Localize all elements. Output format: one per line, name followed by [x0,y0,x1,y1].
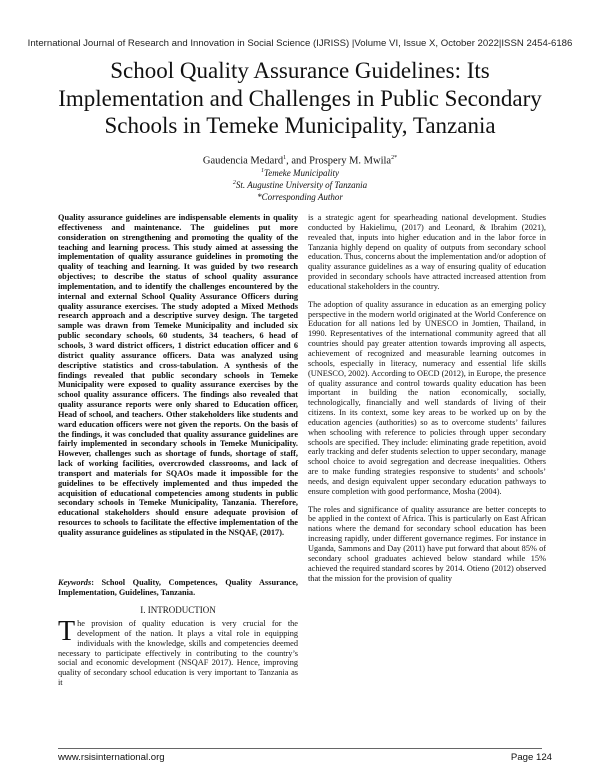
paper-title: School Quality Assurance Guidelines: Its Implementation and Challenges in Public Secondary Schools in Temeke Municipality, Tanzania [58,58,542,138]
author-1-sup: 1 [283,155,287,161]
keywords [58,578,298,598]
right-paragraph-3: The roles and significance of quality assurance are better concepts to be applied in the context of Africa. This is particularly on East African nations where the demand for secondary school education has been increasing rapidly, under different governance regimes. For instance in Uganda, Sammons and Day (2011) have put forward that about 85% of secondary school graduates achieved below standard while 15% achieved the required standard scores by 2014. Otieno (2012) observed that the mission for the provision of quality [308,504,546,583]
author-line [0,155,600,167]
author-2-sup: 2* [391,155,398,161]
affiliation-2 [0,180,600,190]
section-heading-introduction: I. INTRODUCTION [140,605,216,615]
abstract [58,213,298,538]
author-2-name: Prospery M. Mwila [309,155,392,167]
introduction-text: he provision of quality education is very crucial for the development of the nation. It plays a vital role in equipping individuals with the knowledge, skills and competencies deemed necessary to participate effectively in contributing to the country’s social and economic development (NSQAF 2017). Hence, improving quality of secondary school education is very important to Tanzania as it [58,619,298,688]
abstract-text: Quality assurance guidelines are indispensable elements in quality effectiveness and maintenance. The guidelines put more consideration on strengthening and promoting the quality of the teaching and learning process. This study aimed at assessing the implementation of quality assurance guidelines in promoting the quality of teaching and learning. It was guided by two research objectives; to describe the status of school quality assurance implementation, and to identify the challenges encountered by the internal and external School Quality Assurance Officers during quality assurance exercises. The study adopted a Mixed Methods research approach and a descriptive survey design. The targeted sample was drawn from Temeke Municipality and included six public secondary schools, 60 students, 34 teachers, 6 head of schools, 3 ward district officers, 1 district education officer and 6 district quality assurance officers. Data was analyzed using descriptive statistics and cross-tabulation. A synthesis of the findings revealed that public secondary schools in Temeke Municipality were exposed to quality assurance exercises by the school quality assurance officers. The findings also revealed that quality assurance reports were only shared to Education officer, Head of school, and teachers. Other stakeholders like students and ward education officers were not given the reports. On the basis of the findings, it was concluded that quality assurance guidelines are fairly implemented in secondary schools in Temeke Municipality. However, challenges such as shortage of funds, shortage of staff, lack of working facilities, overcrowded classrooms, and lack of transport and materials for SQAOs made it impossible for the guidelines to be effectively implemented and thus impeded the acquisition of educational competencies among students in public secondary schools in Temeke Municipality, Tanzania. Therefore, educational stakeholders should ensure adequate provision of resources to schools to facilitate the effective implementation of the quality assurance guidelines as stipulated in the NSQAF, (2017). [58,213,298,537]
right-paragraph-2: The adoption of quality assurance in education as an emerging policy perspective in the modern world originated at the World Conference on Education for all nations led by UNESCO in Jomtien, Thailand, in 1990. Representatives of the international community agreed that all countries should pay greater attention towards improving all aspects, achievement of recognized and measurable learning outcomes in schools, especially in literacy, numeracy and essential life skills (UNESCO, 2002). According to OECD (2012), in Europe, the presence of quality assurance and control towards quality education has been important in building the nation economically, socially, technologically, financially and well standards of living of their citizens. In its context, some key areas to be worked up on by the education agencies (authorities) so as to overcome students’ failures when schooling with reference to policies through upper secondary schools are specified. They include: eliminating grade repetition, avoid early tracking and defer students selection to upper secondary, manage school choice to avoid segregation and decrease inequalities. Others are to make funding strategies responsive to students’ and schools’ needs, and design equivalent upper secondary education pathways to ensure completion with good performance, Mosha (2004). [308,299,546,496]
affiliation-2-sup: 2 [232,180,236,186]
journal-header: International Journal of Research and Innovation in Social Science (IJRISS) |Volume VI, Issue X, October 2022|ISSN 2454-6186 [27,38,573,49]
introduction-paragraph [58,616,298,688]
keywords-label: Keywords [58,578,92,587]
footer-url-link[interactable]: www.rsisinternational.org [58,752,165,763]
author-1-name: Gaudencia Medard [202,155,284,167]
dropcap-letter: T [58,616,76,647]
footer-rule [58,748,542,749]
affiliation-1-text: Temeke Municipality [264,168,339,178]
footer-page-number: Page 124 [510,752,552,763]
corresponding-author: *Corresponding Author [257,192,343,202]
affiliation-1-sup: 1 [261,168,265,174]
affiliation-2-text: St. Augustine University of Tanzania [235,180,368,190]
right-column [308,213,546,591]
keywords-text: : School Quality, Competences, Quality Assurance, Implementation, Guidelines, Tanzania. [58,578,298,597]
author-separator: , and [286,155,310,167]
affiliation-1 [0,168,600,178]
right-paragraph-1: is a strategic agent for spearheading national development. Studies conducted by Hakielimu, (2017) and Leonard, & Ibrahim (2021), revealed that, inputs into higher education and in the labor force in Tanzania highly depend on quality of outputs from secondary school education. Thus, concerns about the implementation and/or adoption of quality assurance guidelines as a way of ensuring quality of education provided in secondary schools have attracted increased attention from educational stakeholders in the country. [308,213,546,291]
